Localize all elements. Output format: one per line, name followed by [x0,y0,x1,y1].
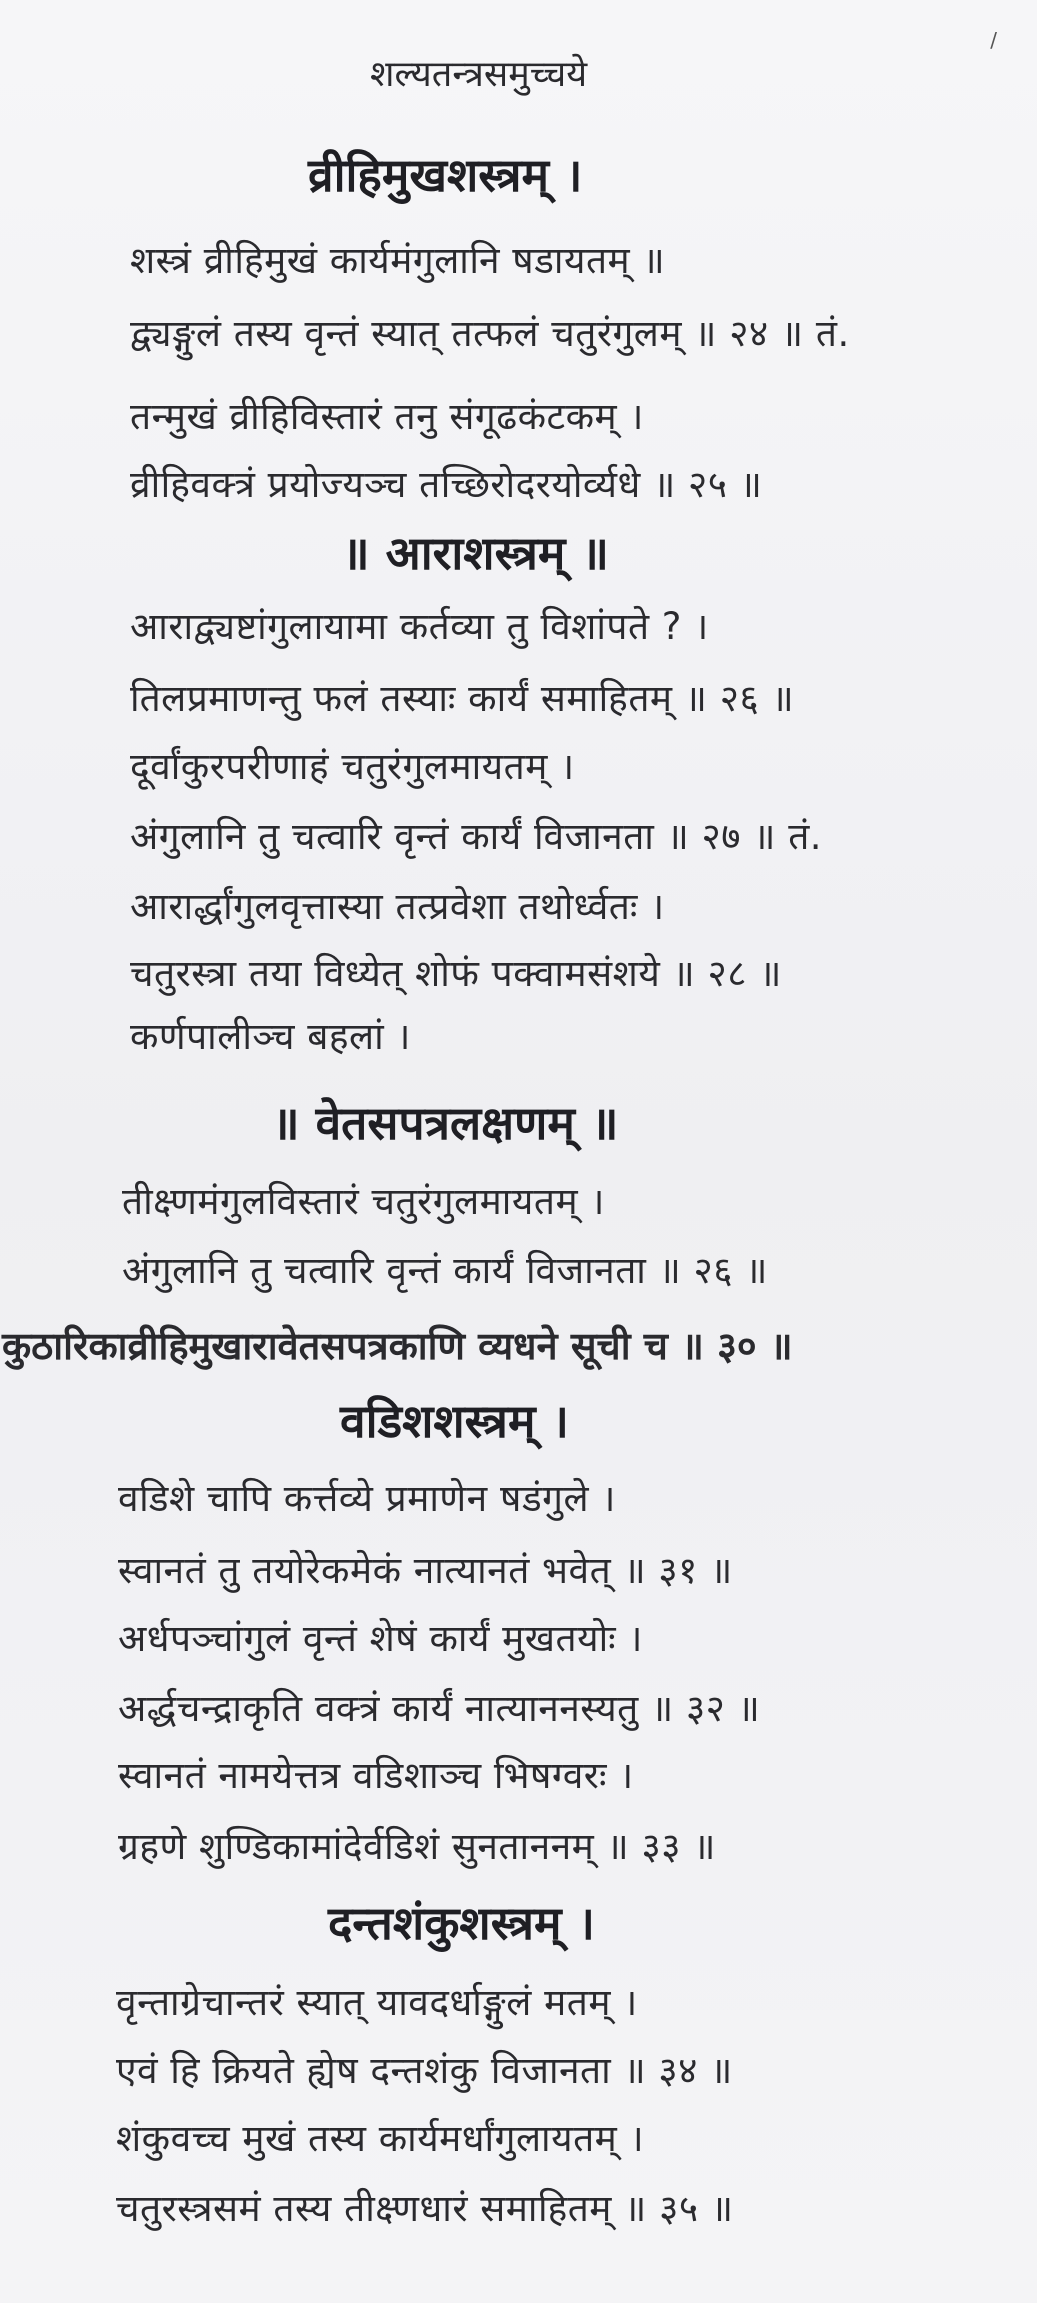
verse-line-23: शंकुवच्च मुखं तस्य कार्यमर्धांगुलायतम् । [116,2117,645,2160]
verse-line-20: ग्रहणे शुण्डिकामांदेर्वडिशं सुनताननम् ॥ ३३ ॥ [118,1825,716,1868]
verse-line-3: तन्मुखं व्रीहिविस्तारं तनु संगूढकंटकम् । [130,395,644,438]
heading-dantashanku: दन्तशंकुशस्त्रम् । [328,1896,595,1950]
verse-line-15: वडिशे चापि कर्त्तव्ये प्रमाणेन षडंगुले । [118,1477,616,1520]
verse-line-5: आराद्व्यष्टांगुलायामा कर्तव्या तु विशांपते ? । [130,605,709,648]
verse-line-7: दूर्वांकुरपरीणाहं चतुरंगुलमायतम् । [130,745,575,788]
verse-line-19: स्वानतं नामयेत्तत्र वडिशाञ्च भिषग्वरः । [118,1754,634,1797]
heading-vrihimukha: व्रीहिमुखशस्त्रम् । [308,148,583,202]
verse-line-17: अर्धपञ्चांगुलं वृन्तं शेषं कार्यं मुखतयोः । [118,1617,643,1660]
heading-vetasapatra: ॥ वेतसपत्रलक्षणम् ॥ [272,1096,619,1150]
verse-line-8: अंगुलानि तु चत्वारि वृन्तं कार्यं विजानता ॥ २७ ॥ तं. [130,815,823,858]
verse-line-18: अर्द्धचन्द्राकृति वक्त्रं कार्यं नात्याननस्यतु ॥ ३२ ॥ [118,1687,761,1730]
heading-vadisha: वडिशशस्त्रम् । [340,1394,569,1448]
verse-line-14: कुठारिकाव्रीहिमुखारावेतसपत्रकाणि व्यधने सूची च ॥ ३० ॥ [2,1324,793,1368]
verse-line-24: चतुरस्त्रसमं तस्य तीक्ष्णधारं समाहितम् ॥ ३५ ॥ [116,2187,734,2230]
verse-line-2: द्व्यङ्गुलं तस्य वृन्तं स्यात् तत्फलं चतुरंगुलम् ॥ २४ ॥ तं. [130,312,850,355]
verse-line-21: वृन्ताग्रेचान्तरं स्यात् यावदर्धाङ्गुलं मतम् । [116,1981,638,2024]
corner-mark: / [990,28,997,52]
verse-line-22: एवं हि क्रियते ह्येष दन्तशंकु विजानता ॥ ३४ ॥ [116,2049,733,2092]
verse-line-11: कर्णपालीञ्च बहलां । [130,1015,411,1058]
verse-line-4: व्रीहिवक्त्रं प्रयोज्यञ्च तच्छिरोदरयोर्व्यधे ॥ २५ ॥ [130,463,763,506]
verse-line-6: तिलप्रमाणन्तु फलं तस्याः कार्यं समाहितम् ॥ २६ ॥ [130,677,795,720]
verse-line-12: तीक्ष्णमंगुलविस्तारं चतुरंगुलमायतम् । [122,1180,605,1223]
verse-line-1: शस्त्रं व्रीहिमुखं कार्यमंगुलानि षडायतम् ॥ [130,239,666,282]
running-head: शल्यतन्त्रसमुच्चये [370,54,588,95]
heading-ara: ॥ आराशस्त्रम् ॥ [342,526,609,580]
verse-line-9: आरार्द्धांगुलवृत्तास्या तत्प्रवेशा तथोर्ध्वतः । [130,885,665,928]
verse-line-10: चतुरस्त्रा तया विध्येत् शोफं पक्वामसंशये ॥ २८ ॥ [130,952,782,995]
verse-line-13: अंगुलानि तु चत्वारि वृन्तं कार्यं विजानता ॥ २६ ॥ [122,1249,768,1292]
verse-line-16: स्वानतं तु तयोरेकमेकं नात्यानतं भवेत् ॥ ३१ ॥ [118,1549,733,1592]
